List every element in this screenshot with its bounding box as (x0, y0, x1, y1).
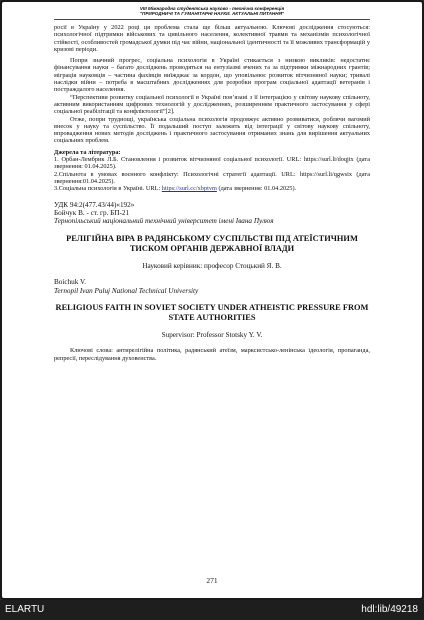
page-number: 271 (206, 576, 218, 585)
reference-item-1: 1. Орбан-Лембрик Л.Б. Становлення і розвиток вітчизняної соціальної психології. URL: https://surl.li/doqjtx (дата звернення: 01.04.2025). (54, 156, 370, 171)
references-title: Джерела та література: (54, 148, 121, 156)
body-paragraph-1: росії в Україну у 2022 році ця проблема стала ще більш актуальною. Ключові дослідження стосуються: психологічної підтримки військових та цивільного населення, колективної травми та механізмів психологічної стійкості, особливостей громадської думки під час війни, національної ідентичності та її можливих трансформацій у кризові періоди. (54, 24, 370, 53)
body-paragraph-4: Отже, попри труднощі, українська соціальна психологія продовжує активно розвиватися, роблячи вагомий внесок у науку та суспільство. Її подальший поступ залежить від інтеграції у світову наукову спільноту, впровадження нових методів досліджень і практичного застосування отриманих знань для вирішення актуальних соціальних проблем. (54, 115, 370, 145)
supervisor-en: Supervisor: Professor Stotsky Y. V. (161, 330, 263, 339)
reference-item-3 (54, 185, 370, 192)
article-title-en: RELIGIOUS FAITH IN SOVIET SOCIETY UNDER ATHEISTIC PRESSURE FROM STATE AUTHORITIES (55, 302, 369, 322)
university-en: Ternopil Ivan Puluj National Technical University (54, 286, 199, 295)
body-paragraph-2: Попри значний прогрес, соціальна психологія в Україні стикається з низкою викликів: недостатнє фінансування науки – багато досліджень проводяться на ентузіазмі вчених та за підтримки міжнародних грантів; міграція науковців – частина фахівців виїжджає за кордон, що уповільнює розвиток вітчизняної науки; тривалі наслідки війни – потреба в масштабних дослідженнях для розробки програм соціальної адаптації ветеранів і постраждалого населення. (54, 57, 370, 94)
reference-item-3-text: 3.Соціальна психологія в Україні. URL: (54, 185, 162, 193)
conference-header-line2: "ПРИРОДНИЧІ ТА ГУМАНІТАРНІ НАУКИ. АКТУАЛЬНІ ПИТАННЯ" (139, 11, 285, 17)
conference-header-line1: VIII Міжнародна студентська науково - технічна конференція (139, 6, 285, 11)
body-paragraph-3: “Перспективи розвитку соціальної психології в Україні пов’язані з її інтеграцією у світову наукову спільноту, активним використанням цифрових технологій у дослідженнях, розширенням практичного застосування у сфері соціальної реабілітації та конфліктології”[2]. (54, 93, 370, 116)
author-en: Boichuk V. (54, 278, 87, 287)
reference-item-3-link[interactable]: https://surl.cc/xbptvm (161, 185, 217, 193)
supervisor-ua: Науковий керівник: професор Стоцький Я. В. (142, 261, 282, 270)
handle-id: hdl:lib/49218 (361, 604, 418, 615)
university-ua: Тернопільський національний технічний університет імені Івана Пулюя (54, 217, 274, 226)
keywords: Ключові слова: антирелігійна політика, радянський атеїзм, марксистсько-ленінська ідеологія, пропаганда, репресії, переслідування духовенства. (54, 347, 370, 362)
reference-item-3-date: (дата звернення: 01.04.2025). (216, 185, 297, 193)
reference-item-2: 2.Спільнота в умовах воєнного конфлікту: Психологічні стратегії адаптації. URL: https://surl.li/qgwsix (дата звернення:01.04.2025). (54, 170, 370, 185)
author-ua: Бойчук В. - ст. гр. БП-21 (54, 208, 130, 217)
udc-code: УДК 94:2(477.43/44)«192» (54, 200, 135, 209)
repository-footer (0, 600, 424, 620)
article-title-ua: РЕЛІГІЙНА ВІРА В РАДЯНСЬКОМУ СУСПІЛЬСТВІ ПІД АТЕЇСТИЧНИМ ТИСКОМ ОРГАНІВ ДЕРЖАВНОЇ ВЛАДИ (66, 233, 358, 253)
page-content (54, 24, 370, 362)
repository-name: ELARTU (5, 604, 45, 615)
conference-header (2, 6, 422, 17)
header-divider (54, 19, 370, 20)
